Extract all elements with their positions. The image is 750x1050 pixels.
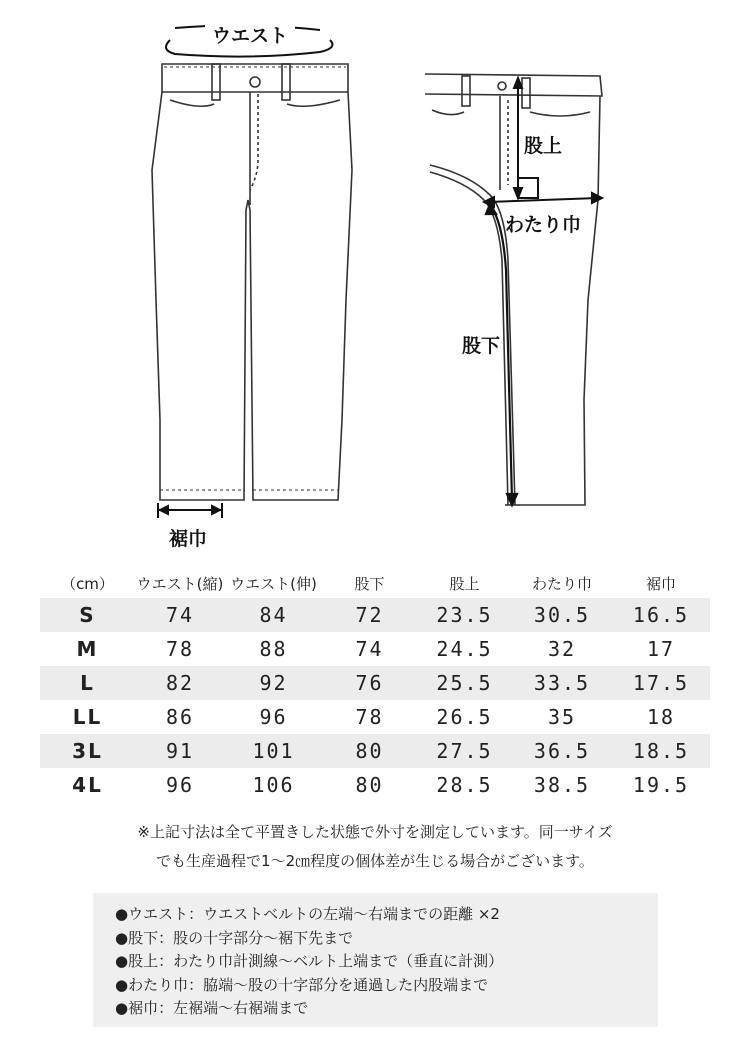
header-thigh-width: わたり巾 <box>531 574 592 593</box>
value-cell: 33.5 <box>533 671 591 695</box>
size-cell: 4L <box>72 773 103 797</box>
header-rise: 股上 <box>449 574 480 593</box>
table-row <box>40 734 710 768</box>
measurement-definitions <box>93 893 658 1027</box>
definition-hem-width: ●裾巾：左裾端〜右裾端まで <box>115 999 309 1017</box>
table-row <box>40 768 710 802</box>
value-cell: 101 <box>252 739 295 763</box>
definition-rise: ●股上：わたり巾計測線〜ベルト上端まで（垂直に計測） <box>115 952 504 970</box>
value-cell: 28.5 <box>436 773 493 797</box>
value-cell: 91 <box>165 739 195 763</box>
table-header <box>40 568 710 598</box>
value-cell: 23.5 <box>436 603 493 627</box>
value-cell: 25.5 <box>436 671 493 695</box>
thigh-label: わたり巾 <box>505 214 582 236</box>
definition-waist: ●ウエスト：ウエストベルトの左端〜右端までの距離 ×2 <box>115 905 500 923</box>
table-row <box>40 700 710 734</box>
measurement-notes <box>0 818 750 876</box>
value-cell: 30.5 <box>533 603 591 627</box>
definition-inseam: ●股下：股の十字部分〜裾下先まで <box>115 928 354 947</box>
value-cell: 18.5 <box>632 739 690 763</box>
rise-label: 股上 <box>524 135 563 157</box>
value-cell: 18 <box>646 705 676 729</box>
value-cell: 72 <box>355 603 384 627</box>
value-cell: 96 <box>165 773 195 797</box>
value-cell: 88 <box>259 637 288 661</box>
value-cell: 74 <box>165 603 195 627</box>
value-cell: 27.5 <box>436 739 493 763</box>
inseam-label: 股下 <box>462 335 501 357</box>
value-cell: 80 <box>355 739 384 763</box>
header-unit: （cm） <box>61 574 114 593</box>
value-cell: 74 <box>355 637 384 661</box>
value-cell: 24.5 <box>436 637 493 661</box>
header-waist-stretched: ウエスト(伸) <box>230 574 317 593</box>
thigh-arrow <box>484 193 602 207</box>
header-waist-relaxed: ウエスト(縮) <box>136 574 224 593</box>
header-hem-width: 裾巾 <box>645 574 676 593</box>
value-cell: 92 <box>259 671 288 695</box>
value-cell: 96 <box>259 705 288 729</box>
value-cell: 17 <box>646 637 676 661</box>
size-cell: S <box>79 603 96 627</box>
value-cell: 36.5 <box>533 739 591 763</box>
value-cell: 86 <box>165 705 195 729</box>
waist-label: ウエスト <box>211 25 289 47</box>
note-line: ※上記寸法は全て平置きした状態で外寸を測定しています。同一サイズ <box>137 823 613 841</box>
value-cell: 80 <box>355 773 384 797</box>
table-row <box>40 598 710 632</box>
hem-label: 裾巾 <box>168 528 208 550</box>
table-row <box>40 632 710 666</box>
hem-arrow <box>158 503 222 518</box>
value-cell: 78 <box>165 637 195 661</box>
definition-thigh-width: ●わたり巾：脇端〜股の十字部分を通過した内股端まで <box>115 975 489 994</box>
side-view-pants <box>425 74 602 505</box>
size-cell: LL <box>72 705 103 729</box>
front-view-pants <box>152 64 352 500</box>
value-cell: 78 <box>355 705 384 729</box>
value-cell: 76 <box>355 671 384 695</box>
value-cell: 19.5 <box>632 773 690 797</box>
value-cell: 26.5 <box>436 705 493 729</box>
value-cell: 106 <box>252 773 295 797</box>
size-table <box>40 568 710 802</box>
size-cell: L <box>80 671 95 695</box>
value-cell: 82 <box>165 671 195 695</box>
table-row <box>40 666 710 700</box>
value-cell: 17.5 <box>632 671 690 695</box>
note-line: でも生産過程で1〜2㎝程度の個体差が生じる場合がございます。 <box>156 852 594 870</box>
value-cell: 38.5 <box>533 773 591 797</box>
size-cell: 3L <box>72 739 103 763</box>
value-cell: 32 <box>547 637 577 661</box>
size-cell: M <box>76 637 99 661</box>
header-inseam: 股下 <box>354 574 385 593</box>
value-cell: 16.5 <box>632 603 690 627</box>
value-cell: 35 <box>547 705 577 729</box>
value-cell: 84 <box>259 603 288 627</box>
